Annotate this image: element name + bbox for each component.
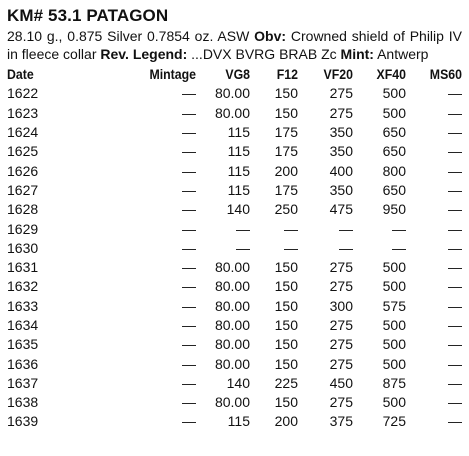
cell-vg8: 80.00	[214, 317, 250, 333]
obverse-label: Obv:	[254, 28, 287, 44]
cell-vg8: 115	[227, 162, 250, 179]
cell-date: 1634	[7, 317, 39, 333]
obverse-text: Crowned shield of Philip IV in fleece collar	[7, 28, 463, 62]
cell-ms60: —	[448, 413, 462, 430]
cell-xf40: 500	[382, 104, 406, 121]
cell-mintage: —	[182, 239, 196, 256]
cell-ms60: —	[448, 278, 462, 295]
cell-xf40: 500	[382, 336, 406, 353]
table-row	[7, 161, 462, 180]
cell-mintage: —	[182, 394, 196, 411]
listing-title: KM# 53.1 PATAGON	[7, 6, 169, 25]
cell-ms60: —	[448, 297, 462, 314]
cell-vf20: 275	[329, 278, 353, 295]
cell-vg8: 80.00	[214, 278, 250, 295]
table-row	[7, 84, 462, 103]
cell-date: 1623	[7, 104, 39, 121]
cell-mintage: —	[182, 413, 196, 430]
cell-mintage: —	[182, 259, 196, 276]
cell-vg8: 80.00	[214, 355, 250, 372]
cell-vf20: 350	[329, 181, 353, 198]
cell-vg8: 115	[227, 181, 250, 198]
cell-vg8: 140	[226, 201, 250, 218]
cell-f12: 150	[274, 297, 298, 314]
table-row	[7, 219, 462, 238]
cell-f12: 200	[274, 413, 298, 430]
cell-xf40: 650	[382, 143, 406, 160]
cell-f12: 150	[274, 317, 298, 333]
cell-vf20: 350	[329, 143, 353, 160]
cell-f12: 150	[274, 394, 298, 411]
price-table	[7, 65, 462, 432]
cell-f12: —	[284, 239, 298, 256]
cell-date: 1635	[7, 336, 39, 353]
cell-xf40: 725	[382, 413, 406, 430]
cell-vf20: —	[339, 239, 353, 256]
coin-listing	[7, 6, 462, 432]
cell-ms60: —	[448, 181, 462, 198]
cell-vf20: 275	[329, 85, 353, 102]
cell-vf20: 300	[329, 297, 353, 314]
cell-xf40: 950	[382, 201, 406, 218]
table-row	[7, 142, 462, 161]
cell-f12: 225	[274, 374, 298, 391]
table-row	[7, 354, 462, 373]
table-row	[7, 297, 462, 316]
cell-f12: 150	[274, 336, 298, 353]
cell-mintage: —	[182, 201, 196, 218]
cell-vf20: 275	[329, 336, 353, 353]
header-ms60: MS60	[429, 66, 462, 83]
cell-date: 1637	[7, 374, 39, 391]
mint-text: Antwerp	[377, 46, 429, 62]
cell-f12: 175	[274, 143, 298, 160]
cell-mintage: —	[182, 278, 196, 295]
table-row	[7, 412, 462, 431]
cell-vg8: 115	[227, 124, 250, 141]
listing-description	[7, 27, 462, 63]
cell-mintage: —	[182, 317, 196, 333]
cell-date: 1626	[7, 162, 39, 179]
cell-ms60: —	[448, 317, 462, 333]
cell-mintage: —	[182, 297, 196, 314]
cell-date: 1622	[7, 85, 39, 102]
cell-mintage: —	[182, 85, 196, 102]
cell-vg8: 80.00	[214, 336, 250, 353]
cell-f12: 200	[274, 162, 298, 179]
cell-vf20: 400	[329, 162, 353, 179]
cell-mintage: —	[182, 355, 196, 372]
cell-f12: 150	[274, 355, 298, 372]
cell-vg8: —	[236, 220, 250, 237]
cell-mintage: —	[182, 336, 196, 353]
cell-vg8: 80.00	[214, 104, 250, 121]
reverse-legend-text: ...DVX BVRG BRAB Zc	[191, 46, 337, 62]
header-vf20: VF20	[323, 66, 353, 83]
cell-date: 1625	[7, 143, 39, 160]
cell-date: 1628	[7, 201, 39, 218]
cell-ms60: —	[448, 104, 462, 121]
cell-xf40: 500	[382, 394, 406, 411]
cell-vg8: 80.00	[214, 259, 250, 276]
header-mintage: Mintage	[149, 66, 196, 83]
cell-vf20: 275	[329, 317, 353, 333]
cell-date: 1624	[7, 124, 39, 141]
cell-ms60: —	[448, 124, 462, 141]
cell-mintage: —	[182, 124, 196, 141]
cell-ms60: —	[448, 201, 462, 218]
cell-mintage: —	[182, 374, 196, 391]
table-row	[7, 393, 462, 412]
cell-ms60: —	[448, 394, 462, 411]
cell-vf20: 275	[329, 394, 353, 411]
mint-label: Mint:	[340, 46, 374, 62]
cell-xf40: 875	[382, 374, 406, 391]
cell-ms60: —	[448, 336, 462, 353]
cell-f12: 175	[274, 181, 298, 198]
cell-mintage: —	[182, 162, 196, 179]
cell-date: 1632	[7, 278, 39, 295]
cell-ms60: —	[448, 374, 462, 391]
reverse-legend-label: Rev. Legend:	[100, 46, 188, 62]
cell-vg8: 115	[227, 413, 250, 430]
cell-mintage: —	[182, 104, 196, 121]
header-vg8: VG8	[225, 66, 250, 83]
cell-date: 1636	[7, 355, 39, 372]
cell-f12: 150	[274, 85, 298, 102]
cell-vg8: 80.00	[214, 85, 250, 102]
cell-xf40: 650	[382, 124, 406, 141]
cell-xf40: 500	[382, 259, 406, 276]
cell-ms60: —	[448, 162, 462, 179]
table-row	[7, 181, 462, 200]
header-f12: F12	[276, 66, 298, 83]
cell-vf20: 475	[329, 201, 353, 218]
cell-vg8: 80.00	[214, 394, 250, 411]
cell-f12: —	[284, 220, 298, 237]
cell-f12: 150	[274, 278, 298, 295]
cell-vf20: 275	[329, 259, 353, 276]
cell-ms60: —	[448, 355, 462, 372]
cell-vf20: 275	[329, 104, 353, 121]
cell-date: 1630	[7, 239, 39, 256]
header-xf40: XF40	[376, 66, 406, 83]
table-body	[7, 84, 462, 431]
cell-xf40: 500	[382, 278, 406, 295]
cell-ms60: —	[448, 220, 462, 237]
cell-xf40: 575	[382, 297, 406, 314]
cell-f12: 150	[274, 259, 298, 276]
cell-ms60: —	[448, 259, 462, 276]
cell-vf20: 350	[329, 124, 353, 141]
table-row	[7, 239, 462, 258]
cell-xf40: 500	[382, 85, 406, 102]
table-row	[7, 316, 462, 335]
cell-vf20: 450	[329, 374, 353, 391]
cell-mintage: —	[182, 143, 196, 160]
table-row	[7, 258, 462, 277]
cell-xf40: 650	[382, 181, 406, 198]
cell-f12: 250	[274, 201, 298, 218]
specs-text: 28.10 g., 0.875 Silver 0.7854 oz. ASW	[7, 28, 250, 44]
cell-mintage: —	[182, 220, 196, 237]
table-row	[7, 123, 462, 142]
cell-vg8: —	[236, 239, 250, 256]
cell-vg8: 80.00	[214, 297, 250, 314]
cell-ms60: —	[448, 239, 462, 256]
header-date: Date	[7, 66, 34, 83]
cell-ms60: —	[448, 143, 462, 160]
table-row	[7, 335, 462, 354]
table-row	[7, 374, 462, 393]
cell-vg8: 140	[226, 374, 250, 391]
cell-f12: 150	[274, 104, 298, 121]
cell-mintage: —	[182, 181, 196, 198]
cell-date: 1639	[7, 413, 39, 430]
cell-vf20: —	[339, 220, 353, 237]
cell-date: 1631	[7, 259, 39, 276]
cell-xf40: —	[392, 220, 406, 237]
table-row	[7, 104, 462, 123]
cell-date: 1633	[7, 297, 39, 314]
cell-f12: 175	[274, 124, 298, 141]
table-row	[7, 200, 462, 219]
table-header-row	[7, 65, 462, 84]
cell-vf20: 275	[329, 355, 353, 372]
cell-ms60: —	[448, 85, 462, 102]
cell-xf40: 500	[382, 317, 406, 333]
table-row	[7, 277, 462, 296]
cell-xf40: 500	[382, 355, 406, 372]
cell-date: 1627	[7, 181, 39, 198]
cell-xf40: 800	[382, 162, 406, 179]
cell-date: 1638	[7, 394, 39, 411]
cell-vf20: 375	[329, 413, 353, 430]
cell-xf40: —	[392, 239, 406, 256]
cell-vg8: 115	[227, 143, 250, 160]
cell-date: 1629	[7, 220, 39, 237]
